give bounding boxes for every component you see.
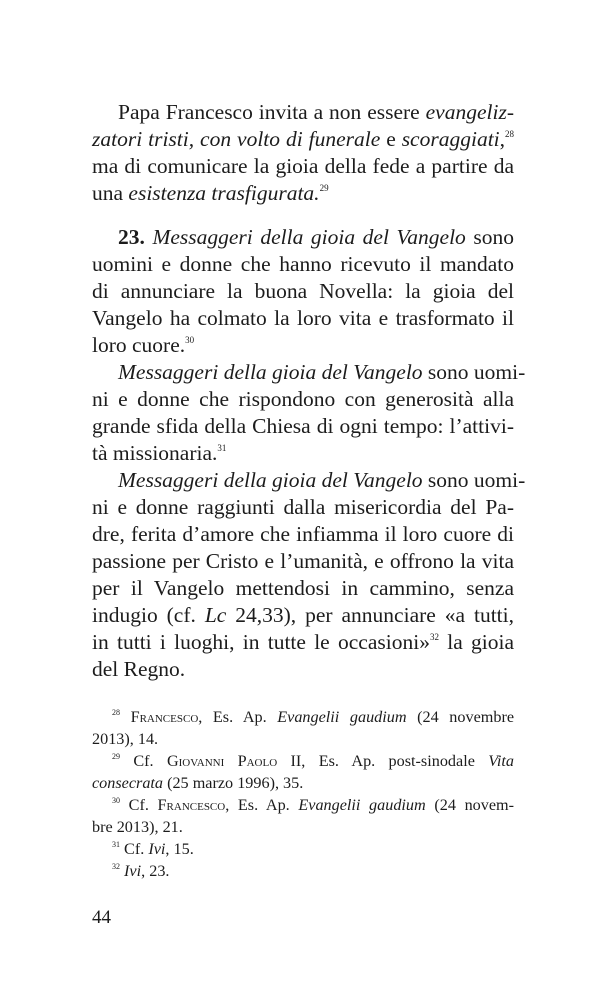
text-line: Vangelo ha colmato la loro vita e trasformato il	[92, 306, 514, 330]
text-line: ni e donne che rispondono con generosità alla	[92, 387, 514, 411]
footnote-ref: 28	[505, 128, 515, 139]
text-line: grande sfida della Chiesa di ogni tempo: l’attivi-	[92, 414, 514, 438]
text-line: per il Vangelo mettendosi in cammino, senza	[92, 576, 514, 600]
text-line: Messaggeri della gioia del Vangelo sono uomi-	[118, 360, 526, 384]
page-number: 44	[92, 907, 111, 928]
footnote-ref: 31	[217, 442, 227, 453]
text-line: zatori tristi, con volto di funerale e scoraggiati,$^{28}$	[92, 127, 515, 151]
section-number: 23.	[118, 225, 145, 249]
text-line: tà missionaria.$^{31}$	[92, 441, 227, 465]
footnote-32: $^{32}$ Ivi, 23.	[112, 861, 170, 880]
footnote-30: $^{30}$ Cf. Francesco, Es. Ap. Evangelii gaudium (24 novem-	[112, 795, 515, 814]
footnote-line: 2013), 14.	[92, 730, 159, 748]
text-line: passione per Cristo e l’umanità, e offrono la vita	[92, 549, 514, 573]
text-line: loro cuore.$^{30}$	[92, 333, 195, 357]
text-line: del Regno.	[92, 657, 186, 681]
footnote-28: $^{28}$ Francesco, Es. Ap. Evangelii gaudium (24 novembre	[112, 707, 515, 726]
footnote-ref: 32	[429, 631, 439, 642]
footnote-31: $^{31}$ Cf. Ivi, 15.	[112, 839, 194, 858]
text-line: uomini e donne che hanno ricevuto il mandato	[92, 252, 514, 276]
text-line: ni e donne raggiunti dalla misericordia del Pa-	[92, 495, 514, 519]
footnote-ref: 29	[319, 182, 329, 193]
text-line: indugio (cf. Lc 24,33), per annunciare «a tutti,	[92, 603, 515, 627]
text-line: di annunciare la buona Novella: la gioia del	[92, 279, 514, 303]
text-line: 23. Messaggeri della gioia del Vangelo sono	[118, 225, 514, 249]
text-line: una esistenza trasfigurata.$^{29}$	[92, 181, 329, 205]
footnote-ref: 30	[185, 334, 195, 345]
text-line: dre, ferita d’amore che infiamma il loro cuore di	[92, 522, 514, 546]
footnote-29: $^{29}$ Cf. Giovanni Paolo II, Es. Ap. post-sinodale Vita	[112, 751, 515, 770]
text-line: Papa Francesco invita a non essere evangeliz-	[118, 100, 514, 124]
text-line: in tutti i luoghi, in tutte le occasioni»$^{32}$ la gioia	[92, 630, 514, 654]
text-line: ma di comunicare la gioia della fede a partire da	[92, 154, 514, 178]
footnote-line: consecrata (25 marzo 1996), 35.	[92, 774, 304, 792]
text-line: Messaggeri della gioia del Vangelo sono uomi-	[118, 468, 526, 492]
footnote-line: bre 2013), 21.	[92, 818, 183, 836]
